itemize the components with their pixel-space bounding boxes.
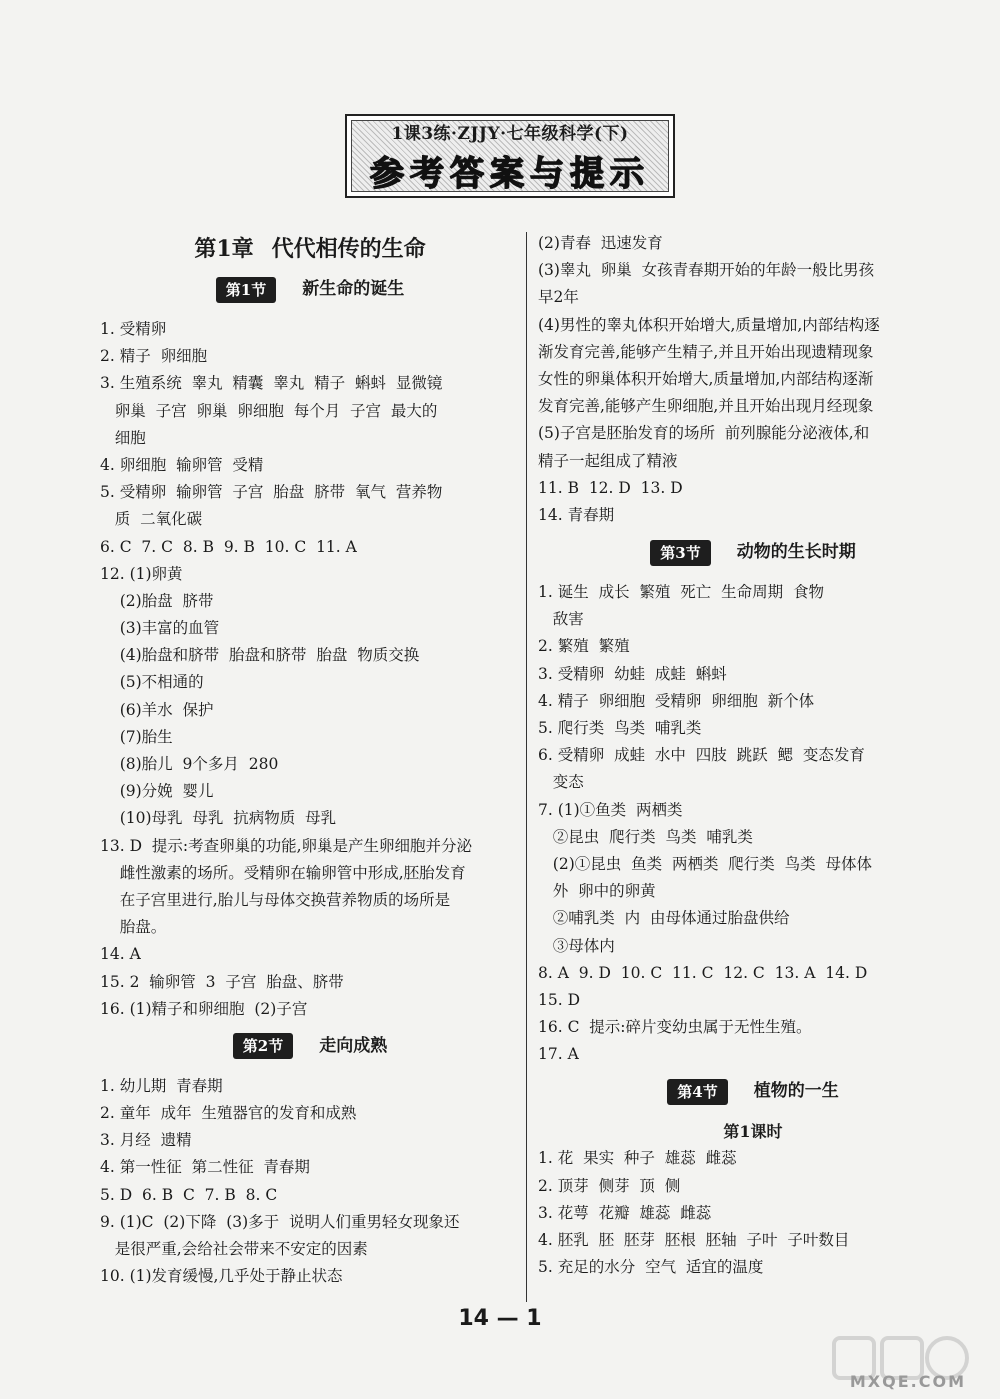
answer-line: 4. 卵细胞 输卵管 受精 <box>100 455 264 474</box>
section-2-answers-continued <box>538 230 968 529</box>
section-2-answers <box>100 1073 520 1291</box>
answer-line: 5. 充足的水分 空气 适宜的温度 <box>538 1258 764 1277</box>
answer-line: 2. 精子 卵细胞 <box>100 347 208 366</box>
answer-line: 外 卵中的卵黄 <box>538 882 656 901</box>
section-heading-2 <box>100 1029 520 1063</box>
answer-line: 变态 <box>538 773 584 792</box>
section-badge: 第2节 <box>233 1033 293 1059</box>
answer-line: 敌害 <box>538 610 584 629</box>
header-banner <box>345 114 675 198</box>
answer-line: 1. 受精卵 <box>100 320 167 338</box>
answer-line: 1. 幼儿期 青春期 <box>100 1076 223 1095</box>
answer-line: 3. 生殖系统 睾丸 精囊 睾丸 精子 蝌蚪 显微镜 <box>100 374 443 393</box>
answer-line: 9. (1)C (2)下降 (3)多于 说明人们重男轻女现象还 <box>100 1212 460 1231</box>
chapter-number: 第1章 <box>194 236 254 262</box>
answer-line: 14. 青春期 <box>538 505 615 524</box>
answer-line: 精子一起组成了精液 <box>538 451 678 470</box>
section-title: 走向成熟 <box>319 1035 388 1056</box>
chapter-title <box>100 232 520 266</box>
answer-line: 1. 诞生 成长 繁殖 死亡 生命周期 食物 <box>538 583 824 602</box>
section-title: 动物的生长时期 <box>736 542 856 563</box>
answer-line: (10)母乳 母乳 抗病物质 母乳 <box>100 809 337 828</box>
answer-line: 在子宫里进行,胎儿与母体交换营养物质的场所是 <box>100 890 451 909</box>
answer-line: 14. A <box>100 945 141 964</box>
answer-line: (4)胎盘和脐带 胎盘和脐带 胎盘 物质交换 <box>100 646 420 665</box>
lesson-heading: 第1课时 <box>723 1122 783 1142</box>
answer-line: (5)子宫是胚胎发育的场所 前列腺能分泌液体,和 <box>538 424 870 443</box>
section-3-answers <box>538 579 968 1068</box>
answer-line: 17. A <box>538 1045 579 1064</box>
answer-line: 3. 花萼 花瓣 雄蕊 雌蕊 <box>538 1203 712 1222</box>
answer-line: (8)胎儿 9个多月 280 <box>100 755 279 773</box>
answer-line: 发育完善,能够产生卵细胞,并且开始出现月经现象 <box>538 397 874 416</box>
answer-line: ③母体内 <box>538 936 615 955</box>
answer-line: 女性的卵巢体积开始增大,质量增加,内部结构逐渐 <box>538 369 874 388</box>
answer-line: ②昆虫 爬行类 鸟类 哺乳类 <box>538 827 753 846</box>
answer-line: 13. D 提示:考查卵巢的功能,卵巢是产生卵细胞并分泌 <box>100 836 473 855</box>
answer-line: 15. D <box>538 990 581 1009</box>
answer-line: 16. C 提示:碎片变幼虫属于无性生殖。 <box>538 1018 812 1037</box>
answer-line: 5. 受精卵 输卵管 子宫 胎盘 脐带 氧气 营养物 <box>100 483 443 502</box>
answer-line: 1. 花 果实 种子 雄蕊 雌蕊 <box>538 1149 737 1168</box>
answer-line: 细胞 <box>100 428 146 447</box>
answer-line: 10. (1)发育缓慢,几乎处于静止状态 <box>100 1267 343 1286</box>
section-heading-4 <box>538 1074 968 1108</box>
answer-line: 4. 胚乳 胚 胚芽 胚根 胚轴 子叶 子叶数目 <box>538 1231 850 1249</box>
answer-line: 6. 受精卵 成蛙 水中 四肢 跳跃 鳃 变态发育 <box>538 746 865 765</box>
answer-line: 7. (1)①鱼类 两栖类 <box>538 800 683 819</box>
answer-line: (2)①昆虫 鱼类 两栖类 爬行类 鸟类 母体体 <box>538 854 873 873</box>
answer-line: 12. (1)卵黄 <box>100 564 183 583</box>
answer-line: 是很严重,会给社会带来不安定的因素 <box>100 1240 368 1258</box>
column-divider <box>526 232 527 1302</box>
left-column <box>100 230 520 1290</box>
answer-line: 11. B 12. D 13. D <box>538 478 683 497</box>
answer-line: 5. D 6. B C 7. B 8. C <box>100 1185 278 1204</box>
answer-line: 3. 月经 遗精 <box>100 1131 192 1150</box>
banner-title: 参考答案与提示 <box>370 154 650 194</box>
answer-line: 胎盘。 <box>100 918 167 937</box>
answer-line: (5)不相通的 <box>100 673 204 692</box>
answer-line: (6)羊水 保护 <box>100 700 214 719</box>
answer-line: 15. 2 输卵管 3 子宫 胎盘、脐带 <box>100 972 344 991</box>
section-4-answers <box>538 1145 968 1281</box>
banner-subtitle: 1课3练·ZJJY·七年级科学(下) <box>391 124 629 144</box>
answer-line: ②哺乳类 内 由母体通过胎盘供给 <box>538 909 790 928</box>
section-heading-3 <box>538 535 968 569</box>
answer-line: 2. 顶芽 侧芽 顶 侧 <box>538 1176 681 1195</box>
section-badge: 第4节 <box>667 1079 727 1105</box>
right-column <box>538 230 968 1281</box>
section-1-answers <box>100 316 520 1023</box>
answer-line: (7)胎生 <box>100 727 173 746</box>
answer-line: 4. 精子 卵细胞 受精卵 卵细胞 新个体 <box>538 691 815 710</box>
answer-line: 3. 受精卵 幼蛙 成蛙 蝌蚪 <box>538 664 727 683</box>
watermark-text: MXQE.COM <box>849 1372 966 1391</box>
answer-line: 渐发育完善,能够产生精子,并且开始出现遗精现象 <box>538 342 874 361</box>
answer-line: (4)男性的睾丸体积开始增大,质量增加,内部结构逐 <box>538 315 880 334</box>
page-number: 14 — 1 <box>458 1306 542 1331</box>
section-badge: 第1节 <box>216 277 276 303</box>
answer-line: 质 二氧化碳 <box>100 510 203 529</box>
answer-line: 8. A 9. D 10. C 11. C 12. C 13. A 14. D <box>538 963 868 982</box>
answer-line: (9)分娩 婴儿 <box>100 782 214 801</box>
answer-line: 卵巢 子宫 卵巢 卵细胞 每个月 子宫 最大的 <box>100 401 438 420</box>
answer-line: 6. C 7. C 8. B 9. B 10. C 11. A <box>100 537 357 556</box>
answer-line: (3)睾丸 卵巢 女孩青春期开始的年龄一般比男孩 <box>538 261 875 280</box>
answer-line: (2)胎盘 脐带 <box>100 591 214 610</box>
section-badge: 第3节 <box>650 540 710 566</box>
answer-line: 4. 第一性征 第二性征 青春期 <box>100 1158 310 1177</box>
answer-line: (2)青春 迅速发育 <box>538 234 663 252</box>
section-title: 植物的一生 <box>753 1081 839 1102</box>
answer-line: 16. (1)精子和卵细胞 (2)子宫 <box>100 999 308 1018</box>
answer-line: 2. 童年 成年 生殖器官的发育和成熟 <box>100 1104 357 1123</box>
answer-line: 雌性激素的场所。受精卵在输卵管中形成,胚胎发育 <box>100 863 466 882</box>
answer-line: 2. 繁殖 繁殖 <box>538 637 630 656</box>
section-title: 新生命的诞生 <box>302 279 405 299</box>
chapter-name: 代代相传的生命 <box>271 236 426 262</box>
answer-line: (3)丰富的血管 <box>100 619 220 638</box>
answer-line: 早2年 <box>538 288 579 307</box>
section-heading-1 <box>100 272 520 306</box>
answer-line: 5. 爬行类 鸟类 哺乳类 <box>538 719 702 737</box>
